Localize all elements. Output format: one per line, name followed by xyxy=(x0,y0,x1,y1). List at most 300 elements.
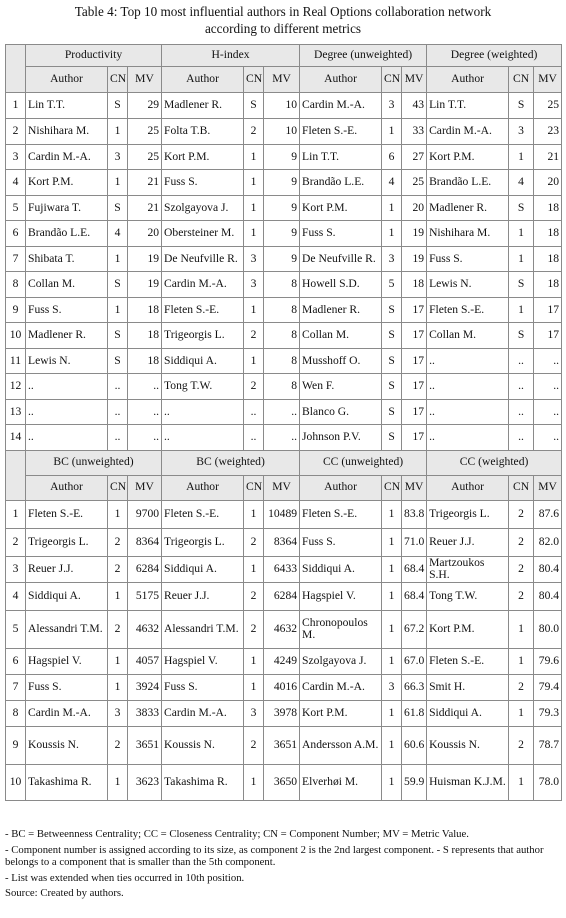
author-cell: Johnson P.V. xyxy=(300,425,382,451)
cn-cell: 3 xyxy=(509,119,534,145)
author-cell: Takashima R. xyxy=(162,764,244,800)
author-cell: Kort P.M. xyxy=(427,144,509,170)
mv-cell: 3833 xyxy=(128,700,162,726)
rank-cell: 8 xyxy=(6,272,26,298)
rank-cell: 10 xyxy=(6,323,26,349)
mv-cell: .. xyxy=(534,399,562,425)
mv-cell: 18 xyxy=(128,297,162,323)
author-cell: Huisman K.J.M. xyxy=(427,764,509,800)
cn-cell: 2 xyxy=(108,726,128,764)
mv-cell: 17 xyxy=(534,297,562,323)
author-cell: Fleten S.-E. xyxy=(162,500,244,528)
mv-cell: 9 xyxy=(264,195,300,221)
mv-cell: .. xyxy=(264,425,300,451)
cn-cell: S xyxy=(382,399,402,425)
bottom-group-header: CC (weighted) xyxy=(427,450,562,475)
top-column-header: Author xyxy=(300,67,382,93)
mv-cell: 18 xyxy=(128,348,162,374)
author-cell: Trigeorgis L. xyxy=(162,323,244,349)
rank-cell: 6 xyxy=(6,648,26,674)
mv-cell: 3651 xyxy=(128,726,162,764)
mv-cell: 80.4 xyxy=(534,556,562,582)
author-cell: .. xyxy=(427,374,509,400)
top-column-header: CN xyxy=(244,67,264,93)
author-cell: Collan M. xyxy=(300,323,382,349)
author-cell: Howell S.D. xyxy=(300,272,382,298)
cn-cell: 1 xyxy=(382,195,402,221)
table-row xyxy=(6,119,562,145)
cn-cell: S xyxy=(108,93,128,119)
cn-cell: 2 xyxy=(244,119,264,145)
author-cell: Cardin M.-A. xyxy=(26,144,108,170)
bottom-column-header: CN xyxy=(244,475,264,500)
mv-cell: 25 xyxy=(402,170,427,196)
mv-cell: 3651 xyxy=(264,726,300,764)
author-cell: Trigeorgis L. xyxy=(427,500,509,528)
cn-cell: .. xyxy=(244,399,264,425)
cn-cell: .. xyxy=(108,425,128,451)
author-cell: Lin T.T. xyxy=(26,93,108,119)
author-cell: Fleten S.-E. xyxy=(427,297,509,323)
cn-cell: .. xyxy=(509,425,534,451)
mv-cell: 82.0 xyxy=(534,528,562,556)
mv-cell: 21 xyxy=(128,195,162,221)
mv-cell: 3623 xyxy=(128,764,162,800)
bottom-column-header: CN xyxy=(509,475,534,500)
author-cell: Nishihara M. xyxy=(26,119,108,145)
mv-cell: 9 xyxy=(264,221,300,247)
author-cell: Fleten S.-E. xyxy=(300,119,382,145)
author-cell: Brandão L.E. xyxy=(300,170,382,196)
mv-cell: 67.2 xyxy=(402,610,427,648)
cn-cell: 2 xyxy=(244,374,264,400)
author-cell: Cardin M.-A. xyxy=(26,700,108,726)
author-cell: Fleten S.-E. xyxy=(300,500,382,528)
cn-cell: 3 xyxy=(244,700,264,726)
cn-cell: 1 xyxy=(244,144,264,170)
top-column-header: MV xyxy=(128,67,162,93)
author-cell: Koussis N. xyxy=(427,726,509,764)
mv-cell: 66.3 xyxy=(402,674,427,700)
mv-cell: 10 xyxy=(264,93,300,119)
author-cell: Kort P.M. xyxy=(427,610,509,648)
cn-cell: .. xyxy=(244,425,264,451)
mv-cell: 3978 xyxy=(264,700,300,726)
mv-cell: 19 xyxy=(128,246,162,272)
author-cell: Shibata T. xyxy=(26,246,108,272)
top-group-header: Productivity xyxy=(26,45,162,67)
author-cell: .. xyxy=(427,348,509,374)
table-row xyxy=(6,648,562,674)
author-cell: Kort P.M. xyxy=(162,144,244,170)
author-cell: Fuss S. xyxy=(300,221,382,247)
cn-cell: 1 xyxy=(108,297,128,323)
cn-cell: 1 xyxy=(108,674,128,700)
table-row xyxy=(6,272,562,298)
author-cell: Fuss S. xyxy=(427,246,509,272)
cn-cell: 1 xyxy=(382,556,402,582)
cn-cell: S xyxy=(382,297,402,323)
cn-cell: 1 xyxy=(244,170,264,196)
mv-cell: 3650 xyxy=(264,764,300,800)
author-cell: Tong T.W. xyxy=(427,582,509,610)
author-cell: Fuss S. xyxy=(26,674,108,700)
cn-cell: 1 xyxy=(382,528,402,556)
author-cell: Fleten S.-E. xyxy=(162,297,244,323)
top-column-header: MV xyxy=(534,67,562,93)
author-cell: Fuss S. xyxy=(26,297,108,323)
mv-cell: 78.7 xyxy=(534,726,562,764)
mv-cell: 79.3 xyxy=(534,700,562,726)
table-row xyxy=(6,764,562,800)
top-group-header: Degree (weighted) xyxy=(427,45,562,67)
rank-cell: 13 xyxy=(6,399,26,425)
author-cell: Lewis N. xyxy=(26,348,108,374)
bottom-column-header: MV xyxy=(264,475,300,500)
cn-cell: 2 xyxy=(509,726,534,764)
bottom-column-header: CN xyxy=(108,475,128,500)
mv-cell: 3924 xyxy=(128,674,162,700)
cn-cell: .. xyxy=(108,399,128,425)
mv-cell: 80.0 xyxy=(534,610,562,648)
cn-cell: 2 xyxy=(244,582,264,610)
rank-cell: 7 xyxy=(6,674,26,700)
mv-cell: 29 xyxy=(128,93,162,119)
mv-cell: 18 xyxy=(534,195,562,221)
author-cell: Blanco G. xyxy=(300,399,382,425)
mv-cell: 79.4 xyxy=(534,674,562,700)
author-cell: Siddiqui A. xyxy=(300,556,382,582)
top-column-header: Author xyxy=(427,67,509,93)
mv-cell: 10489 xyxy=(264,500,300,528)
author-cell: Madlener R. xyxy=(162,93,244,119)
table-row xyxy=(6,399,562,425)
author-cell: Siddiqui A. xyxy=(427,700,509,726)
mv-cell: 9 xyxy=(264,246,300,272)
rank-cell: 4 xyxy=(6,170,26,196)
mv-cell: 10 xyxy=(264,119,300,145)
author-cell: Chronopoulos M. xyxy=(300,610,382,648)
note-abbreviations: - BC = Betweenness Centrality; CC = Closeness Centrality; CN = Component Number; MV = Metric Value. xyxy=(5,828,469,840)
rank-cell: 7 xyxy=(6,246,26,272)
author-cell: Alessandri T.M. xyxy=(162,610,244,648)
author-cell: Smit H. xyxy=(427,674,509,700)
mv-cell: 17 xyxy=(534,323,562,349)
mv-cell: 17 xyxy=(402,348,427,374)
cn-cell: 2 xyxy=(108,528,128,556)
top-column-header: CN xyxy=(509,67,534,93)
author-cell: Andersson A.M. xyxy=(300,726,382,764)
top-column-header: MV xyxy=(264,67,300,93)
bottom-column-header: MV xyxy=(402,475,427,500)
top-column-header: Author xyxy=(26,67,108,93)
author-cell: .. xyxy=(162,425,244,451)
author-cell: Siddiqui A. xyxy=(26,582,108,610)
author-cell: Hagspiel V. xyxy=(300,582,382,610)
table-row xyxy=(6,500,562,528)
mv-cell: 18 xyxy=(534,272,562,298)
author-cell: Kort P.M. xyxy=(26,170,108,196)
mv-cell: 17 xyxy=(402,323,427,349)
cn-cell: 1 xyxy=(509,700,534,726)
author-cell: Nishihara M. xyxy=(427,221,509,247)
cn-cell: 1 xyxy=(382,119,402,145)
mv-cell: 68.4 xyxy=(402,556,427,582)
mv-cell: 61.8 xyxy=(402,700,427,726)
mv-cell: 59.9 xyxy=(402,764,427,800)
rank-cell: 1 xyxy=(6,500,26,528)
cn-cell: 1 xyxy=(382,610,402,648)
cn-cell: 4 xyxy=(382,170,402,196)
cn-cell: 1 xyxy=(509,144,534,170)
mv-cell: 18 xyxy=(128,323,162,349)
top-group-header: Degree (unweighted) xyxy=(300,45,427,67)
rank-cell: 3 xyxy=(6,556,26,582)
cn-cell: 3 xyxy=(108,700,128,726)
author-cell: Reuer J.J. xyxy=(26,556,108,582)
author-cell: Fleten S.-E. xyxy=(427,648,509,674)
table-row xyxy=(6,323,562,349)
mv-cell: 18 xyxy=(534,246,562,272)
author-cell: Alessandri T.M. xyxy=(26,610,108,648)
cn-cell: 4 xyxy=(108,221,128,247)
authors-table xyxy=(5,44,562,801)
mv-cell: 8 xyxy=(264,272,300,298)
cn-cell: S xyxy=(509,93,534,119)
table-row xyxy=(6,610,562,648)
author-cell: Cardin M.-A. xyxy=(427,119,509,145)
author-cell: Musshoff O. xyxy=(300,348,382,374)
top-column-header: CN xyxy=(382,67,402,93)
cn-cell: 1 xyxy=(108,170,128,196)
table-row xyxy=(6,674,562,700)
bottom-group-header: CC (unweighted) xyxy=(300,450,427,475)
bottom-column-header: Author xyxy=(427,475,509,500)
author-cell: Hagspiel V. xyxy=(162,648,244,674)
author-cell: Siddiqui A. xyxy=(162,556,244,582)
cn-cell: S xyxy=(244,93,264,119)
table-row xyxy=(6,297,562,323)
author-cell: Obersteiner M. xyxy=(162,221,244,247)
author-cell: Fleten S.-E. xyxy=(26,500,108,528)
cn-cell: 2 xyxy=(244,528,264,556)
rank-cell: 2 xyxy=(6,528,26,556)
rank-cell: 9 xyxy=(6,726,26,764)
author-cell: Brandão L.E. xyxy=(26,221,108,247)
cn-cell: 2 xyxy=(509,556,534,582)
mv-cell: 27 xyxy=(402,144,427,170)
cn-cell: S xyxy=(382,425,402,451)
cn-cell: 3 xyxy=(108,144,128,170)
author-cell: Trigeorgis L. xyxy=(162,528,244,556)
author-cell: .. xyxy=(427,399,509,425)
mv-cell: 9 xyxy=(264,144,300,170)
rank-cell: 5 xyxy=(6,195,26,221)
mv-cell: .. xyxy=(128,425,162,451)
author-cell: Trigeorgis L. xyxy=(26,528,108,556)
author-cell: Lewis N. xyxy=(427,272,509,298)
mv-cell: .. xyxy=(534,374,562,400)
mv-cell: 25 xyxy=(128,119,162,145)
cn-cell: 1 xyxy=(509,764,534,800)
bottom-column-header: MV xyxy=(534,475,562,500)
author-cell: Reuer J.J. xyxy=(162,582,244,610)
mv-cell: 4632 xyxy=(128,610,162,648)
cn-cell: S xyxy=(509,272,534,298)
cn-cell: S xyxy=(108,348,128,374)
cn-cell: 3 xyxy=(244,246,264,272)
author-cell: Martzoukos S.H. xyxy=(427,556,509,582)
mv-cell: 6433 xyxy=(264,556,300,582)
cn-cell: 3 xyxy=(244,272,264,298)
mv-cell: 21 xyxy=(128,170,162,196)
cn-cell: 1 xyxy=(382,700,402,726)
cn-cell: .. xyxy=(509,348,534,374)
mv-cell: 20 xyxy=(534,170,562,196)
cn-cell: 1 xyxy=(244,297,264,323)
cn-cell: 2 xyxy=(244,610,264,648)
rank-cell: 11 xyxy=(6,348,26,374)
bottom-column-header: Author xyxy=(162,475,244,500)
top-column-header: MV xyxy=(402,67,427,93)
bottom-group-header-row xyxy=(6,450,562,475)
mv-cell: .. xyxy=(264,399,300,425)
mv-cell: 83.8 xyxy=(402,500,427,528)
rank-cell: 8 xyxy=(6,700,26,726)
table-notes xyxy=(5,828,561,903)
author-cell: Lin T.T. xyxy=(427,93,509,119)
cn-cell: 1 xyxy=(509,648,534,674)
cn-cell: 1 xyxy=(108,119,128,145)
mv-cell: 25 xyxy=(534,93,562,119)
rank-cell: 3 xyxy=(6,144,26,170)
caption-line-2: according to different metrics xyxy=(204,21,362,36)
caption-line-1: Table 4: Top 10 most influential authors in Real Options collaboration network xyxy=(74,4,492,19)
author-cell: Koussis N. xyxy=(162,726,244,764)
author-cell: Collan M. xyxy=(26,272,108,298)
cn-cell: 2 xyxy=(108,556,128,582)
table-row xyxy=(6,556,562,582)
table-row xyxy=(6,425,562,451)
author-cell: Madlener R. xyxy=(300,297,382,323)
mv-cell: 17 xyxy=(402,399,427,425)
cn-cell: 1 xyxy=(382,500,402,528)
mv-cell: 19 xyxy=(402,221,427,247)
author-cell: Siddiqui A. xyxy=(162,348,244,374)
cn-cell: 1 xyxy=(244,764,264,800)
cn-cell: 1 xyxy=(108,500,128,528)
cn-cell: 6 xyxy=(382,144,402,170)
bottom-corner-cell xyxy=(6,450,26,500)
mv-cell: 87.6 xyxy=(534,500,562,528)
mv-cell: 25 xyxy=(128,144,162,170)
note-component: - Component number is assigned according to its size, as component 2 is the 2nd largest component. - S represents that author belongs to a component that is smaller than the 5th component. xyxy=(5,843,544,868)
cn-cell: S xyxy=(108,272,128,298)
cn-cell: 2 xyxy=(108,610,128,648)
mv-cell: 6284 xyxy=(128,556,162,582)
author-cell: Fuss S. xyxy=(300,528,382,556)
cn-cell: 1 xyxy=(382,582,402,610)
author-cell: Cardin M.-A. xyxy=(300,93,382,119)
cn-cell: 2 xyxy=(509,500,534,528)
mv-cell: 9700 xyxy=(128,500,162,528)
author-cell: Fuss S. xyxy=(162,170,244,196)
mv-cell: 4057 xyxy=(128,648,162,674)
cn-cell: 1 xyxy=(509,246,534,272)
cn-cell: 1 xyxy=(382,726,402,764)
bottom-column-header-row xyxy=(6,475,562,500)
cn-cell: 1 xyxy=(509,297,534,323)
cn-cell: S xyxy=(108,323,128,349)
mv-cell: 4249 xyxy=(264,648,300,674)
top-group-header: H-index xyxy=(162,45,300,67)
mv-cell: 17 xyxy=(402,374,427,400)
top-column-header-row xyxy=(6,67,562,93)
cn-cell: 2 xyxy=(244,726,264,764)
author-cell: Cardin M.-A. xyxy=(162,700,244,726)
cn-cell: 1 xyxy=(244,556,264,582)
bottom-group-header: BC (unweighted) xyxy=(26,450,162,475)
table-caption xyxy=(0,3,566,37)
author-cell: Takashima R. xyxy=(26,764,108,800)
cn-cell: 2 xyxy=(509,674,534,700)
cn-cell: 1 xyxy=(108,764,128,800)
mv-cell: 43 xyxy=(402,93,427,119)
cn-cell: 1 xyxy=(509,221,534,247)
cn-cell: S xyxy=(108,195,128,221)
mv-cell: 68.4 xyxy=(402,582,427,610)
cn-cell: 1 xyxy=(244,674,264,700)
author-cell: Folta T.B. xyxy=(162,119,244,145)
mv-cell: .. xyxy=(128,374,162,400)
author-cell: .. xyxy=(427,425,509,451)
author-cell: Szolgayova J. xyxy=(300,648,382,674)
cn-cell: 1 xyxy=(382,764,402,800)
rank-cell: 6 xyxy=(6,221,26,247)
cn-cell: S xyxy=(509,195,534,221)
mv-cell: 8364 xyxy=(128,528,162,556)
author-cell: Cardin M.-A. xyxy=(162,272,244,298)
author-cell: Reuer J.J. xyxy=(427,528,509,556)
author-cell: Fujiwara T. xyxy=(26,195,108,221)
author-cell: Cardin M.-A. xyxy=(300,674,382,700)
mv-cell: 20 xyxy=(402,195,427,221)
author-cell: .. xyxy=(26,399,108,425)
table-row xyxy=(6,93,562,119)
mv-cell: 5175 xyxy=(128,582,162,610)
cn-cell: 3 xyxy=(382,93,402,119)
table-row xyxy=(6,144,562,170)
author-cell: .. xyxy=(162,399,244,425)
mv-cell: 33 xyxy=(402,119,427,145)
author-cell: De Neufville R. xyxy=(300,246,382,272)
bottom-column-header: CN xyxy=(382,475,402,500)
author-cell: Wen F. xyxy=(300,374,382,400)
mv-cell: 6284 xyxy=(264,582,300,610)
author-cell: Kort P.M. xyxy=(300,195,382,221)
mv-cell: 79.6 xyxy=(534,648,562,674)
author-cell: Hagspiel V. xyxy=(26,648,108,674)
mv-cell: 17 xyxy=(402,425,427,451)
author-cell: Lin T.T. xyxy=(300,144,382,170)
mv-cell: 4632 xyxy=(264,610,300,648)
cn-cell: S xyxy=(382,323,402,349)
table-row xyxy=(6,348,562,374)
cn-cell: S xyxy=(509,323,534,349)
table-row xyxy=(6,221,562,247)
author-cell: Fuss S. xyxy=(162,674,244,700)
mv-cell: 8364 xyxy=(264,528,300,556)
